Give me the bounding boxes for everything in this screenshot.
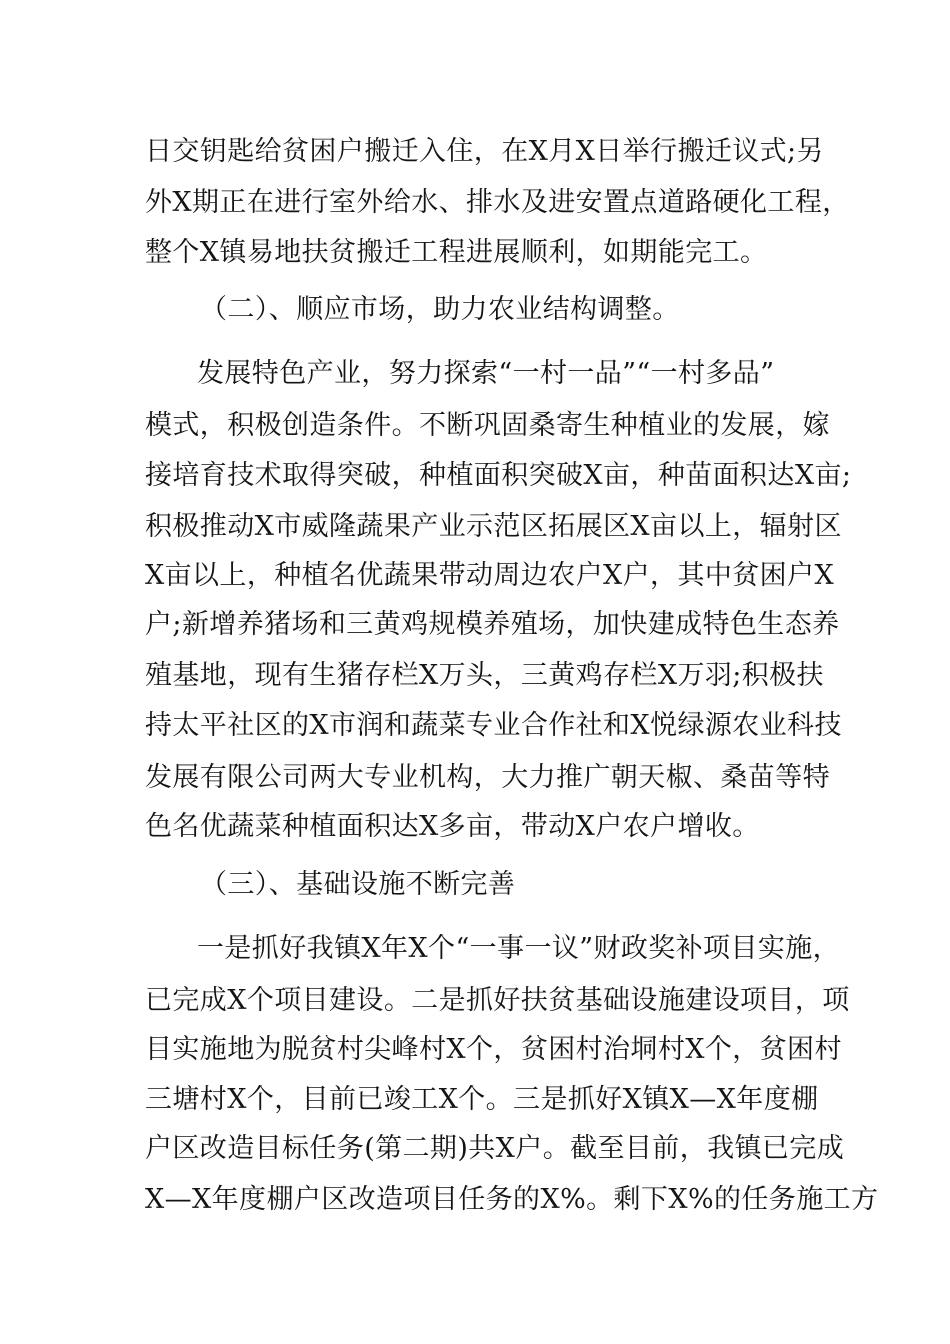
section-heading-3: （三）、基础设施不断完善 [200,869,516,900]
text-line: 发展特色产业，努力探索“一村一品”“一村多品” [197,358,775,389]
text-line: 已完成X个项目建设。二是抓好扶贫基础设施建设项目，项 [145,985,850,1016]
text-line: 殖基地，现有生猪存栏X万头，三黄鸡存栏X万羽;积极扶 [145,660,824,691]
text-line: 色名优蔬菜种植面积达X多亩，带动X户农户增收。 [145,811,760,842]
text-line: 积极推动X市威隆蔬果产业示范区拓展区X亩以上，辐射区 [145,511,842,542]
section-heading-2: （二）、顺应市场，助力农业结构调整。 [200,294,680,325]
text-line: 户区改造目标任务(第二期)共X户。截至目前，我镇已完成 [145,1133,845,1164]
text-line: 模式，积极创造条件。不断巩固桑寄生种植业的发展，嫁 [145,410,830,441]
text-line: 一是抓好我镇X年X个“一事一议”财政奖补项目实施， [197,933,841,964]
text-line: X亩以上，种植名优蔬果带动周边农户X户，其中贫困户X [145,560,835,591]
text-line: 外X期正在进行室外给水、排水及进安置点道路硬化工程， [145,187,850,218]
text-line: 整个X镇易地扶贫搬迁工程进展顺利，如期能完工。 [145,237,768,268]
text-line: X—X年度棚户区改造项目任务的X%。剩下X%的任务施工方 [145,1184,879,1215]
text-line: 三塘村X个，目前已竣工X个。三是抓好X镇X—X年度棚 [145,1084,819,1115]
text-line: 发展有限公司两大专业机构，大力推广朝天椒、桑苗等特 [145,762,830,793]
text-line: 接培育技术取得突破，种植面积突破X亩，种苗面积达X亩; [145,460,852,491]
text-line: 持太平社区的X市润和蔬菜专业合作社和X悦绿源农业科技 [145,710,842,741]
text-line: 日交钥匙给贫困户搬迁入住，在X月X日举行搬迁议式;另 [145,136,824,167]
text-line: 户;新增养猪场和三黄鸡规模养殖场，加快建成特色生态养 [145,609,840,640]
text-line: 目实施地为脱贫村尖峰村X个，贫困村治垌村X个，贫困村 [145,1034,842,1065]
